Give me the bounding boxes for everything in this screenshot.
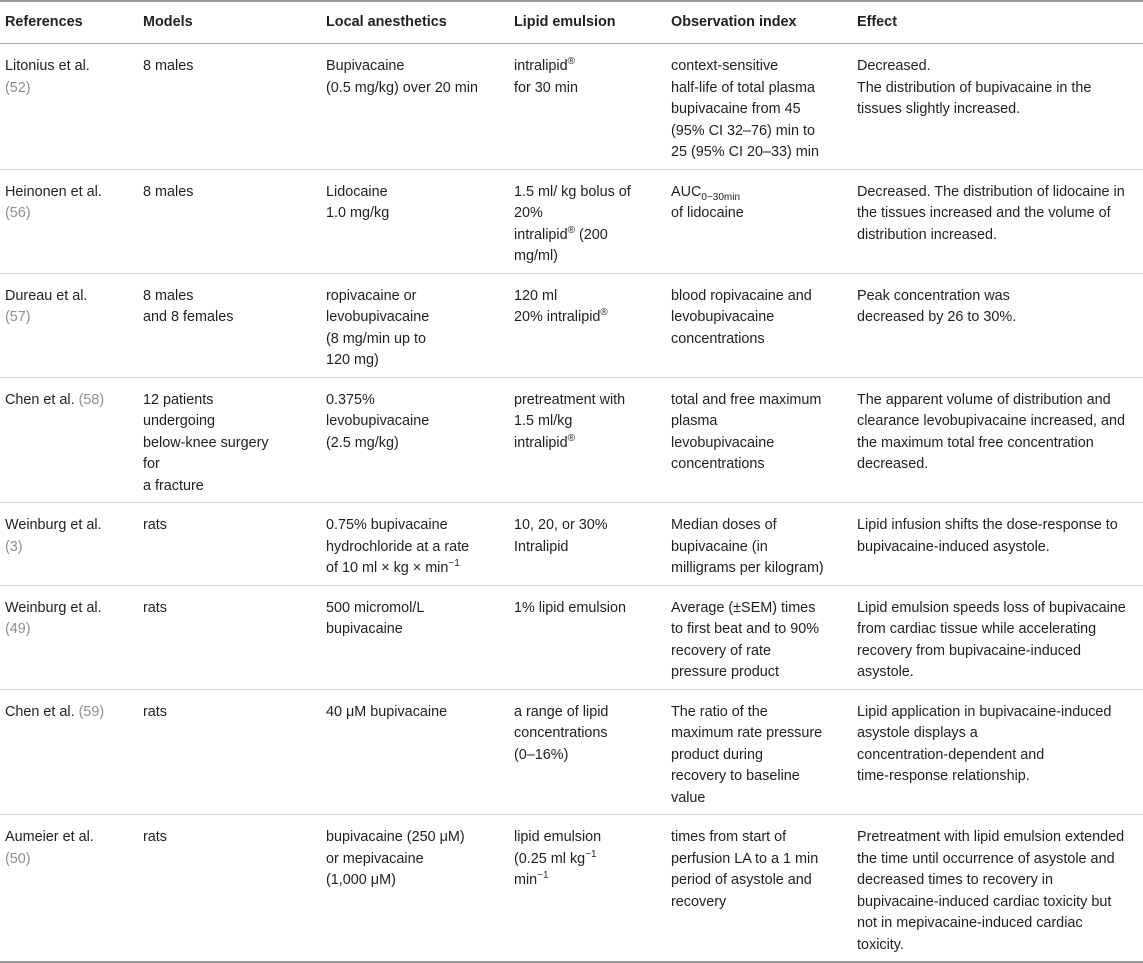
cell-anesthetic: Lidocaine 1.0 mg/kg	[321, 169, 509, 273]
cell-effect: Lipid infusion shifts the dose-response to bupivacaine-induced asystole.	[854, 503, 1143, 586]
cell-observation: total and free maximum plasma levobupivacaine concentrations	[666, 377, 854, 503]
header-models: Models	[138, 1, 321, 44]
cell-reference	[0, 503, 138, 586]
table-row	[0, 377, 1143, 503]
citation-link[interactable]: (49)	[5, 621, 31, 637]
reference-author: Dureau et al.	[5, 287, 88, 304]
cell-reference	[0, 44, 138, 170]
table-row	[0, 689, 1143, 815]
citation-link[interactable]: (52)	[5, 79, 31, 96]
cell-model: rats	[138, 503, 321, 586]
reference-author: Weinburg et al.	[5, 517, 102, 533]
header-effect: Effect	[854, 1, 1143, 44]
citation-link[interactable]: (57)	[5, 309, 31, 325]
cell-lipid: intralipid® for 30 min	[509, 44, 666, 170]
cell-lipid: 10, 20, or 30% Intralipid	[509, 503, 666, 586]
cell-observation: times from start of perfusion LA to a 1 min period of asystole and recovery	[666, 815, 854, 963]
header-row	[0, 1, 1143, 44]
header-references: References	[0, 1, 138, 44]
cell-observation: Median doses of bupivacaine (in milligrams per kilogram)	[666, 503, 854, 586]
cell-effect: Pretreatment with lipid emulsion extended the time until occurrence of asystole and decreased times to recovery in bupivacaine-induced cardiac toxicity but not in mepivacaine-induced cardiac toxicity.	[854, 815, 1143, 963]
cell-lipid: 1.5 ml/ kg bolus of 20% intralipid® (200 mg/ml)	[509, 169, 666, 273]
cell-lipid: lipid emulsion (0.25 ml $kg^{-1}$ $\min^{-1}$	[509, 815, 666, 963]
reference-author: Aumeier et al.	[5, 829, 94, 845]
citation-link[interactable]: (50)	[5, 850, 31, 867]
reference-author: Litonius et al.	[5, 58, 90, 74]
cell-anesthetic: 0.375% levobupivacaine (2.5 mg/kg)	[321, 377, 509, 503]
table-row	[0, 44, 1143, 170]
cell-observation: Average (±SEM) times to first beat and to 90% recovery of rate pressure product	[666, 585, 854, 689]
reference-author: Weinburg et al.	[5, 599, 102, 616]
cell-reference	[0, 273, 138, 377]
table-row	[0, 169, 1143, 273]
cell-model: 8 males	[138, 169, 321, 273]
table-row	[0, 273, 1143, 377]
cell-observation: context-sensitive half-life of total plasma bupivacaine from 45 (95% CI 32–76) min to 25 (95% CI 20–33) min	[666, 44, 854, 170]
reference-author: Chen et al.	[5, 391, 75, 408]
table-header	[0, 1, 1143, 44]
cell-model: rats	[138, 689, 321, 815]
citation-link[interactable]: (3)	[5, 538, 23, 555]
cell-anesthetic: 0.75% bupivacaine hydrochloride at a rate of 10 ml × kg × $\min^{-1}$	[321, 503, 509, 586]
reference-author: Chen et al.	[5, 703, 75, 720]
cell-anesthetic: 40 μM bupivacaine	[321, 689, 509, 815]
table-body	[0, 44, 1143, 963]
citation-link[interactable]: (59)	[78, 703, 105, 720]
cell-model: 8 males	[138, 44, 321, 170]
cell-observation: The ratio of the maximum rate pressure product during recovery to baseline value	[666, 689, 854, 815]
cell-lipid: 120 ml 20% intralipid®	[509, 273, 666, 377]
header-observation-index: Observation index	[666, 1, 854, 44]
reference-author: Heinonen et al.	[5, 183, 102, 200]
cell-model: rats	[138, 815, 321, 963]
cell-observation: blood ropivacaine and levobupivacaine concentrations	[666, 273, 854, 377]
cell-anesthetic: Bupivacaine (0.5 mg/kg) over 20 min	[321, 44, 509, 170]
header-local-anesthetics: Local anesthetics	[321, 1, 509, 44]
cell-reference	[0, 815, 138, 963]
cell-effect: Lipid emulsion speeds loss of bupivacaine from cardiac tissue while accelerating recovery from bupivacaine-induced asystole.	[854, 585, 1143, 689]
cell-observation: $AUC_{0-30min}$ of lidocaine	[666, 169, 854, 273]
cell-anesthetic: ropivacaine or levobupivacaine (8 mg/min up to 120 mg)	[321, 273, 509, 377]
cell-reference	[0, 585, 138, 689]
header-lipid-emulsion: Lipid emulsion	[509, 1, 666, 44]
cell-effect: Peak concentration was decreased by 26 to 30%.	[854, 273, 1143, 377]
citation-link[interactable]: (58)	[78, 391, 105, 408]
cell-reference	[0, 377, 138, 503]
cell-anesthetic: bupivacaine (250 μM) or mepivacaine (1,000 μM)	[321, 815, 509, 963]
cell-model: 12 patients undergoing below-knee surgery for a fracture	[138, 377, 321, 503]
table-row	[0, 503, 1143, 586]
table-row	[0, 585, 1143, 689]
cell-lipid: 1% lipid emulsion	[509, 585, 666, 689]
cell-reference	[0, 169, 138, 273]
cell-effect: Lipid application in bupivacaine-induced asystole displays a concentration-dependent and time-response relationship.	[854, 689, 1143, 815]
cell-model: rats	[138, 585, 321, 689]
cell-effect: Decreased. The distribution of bupivacaine in the tissues slightly increased.	[854, 44, 1143, 170]
cell-model: 8 males and 8 females	[138, 273, 321, 377]
cell-effect: Decreased. The distribution of lidocaine in the tissues increased and the volume of distribution increased.	[854, 169, 1143, 273]
cell-anesthetic: 500 micromol/L bupivacaine	[321, 585, 509, 689]
cell-effect: The apparent volume of distribution and clearance levobupivacaine increased, and the maximum total free concentration decreased.	[854, 377, 1143, 503]
cell-lipid: a range of lipid concentrations (0–16%)	[509, 689, 666, 815]
cell-lipid: pretreatment with 1.5 ml/kg intralipid®	[509, 377, 666, 503]
table-row	[0, 815, 1143, 963]
cell-reference	[0, 689, 138, 815]
citation-link[interactable]: (56)	[5, 205, 31, 221]
